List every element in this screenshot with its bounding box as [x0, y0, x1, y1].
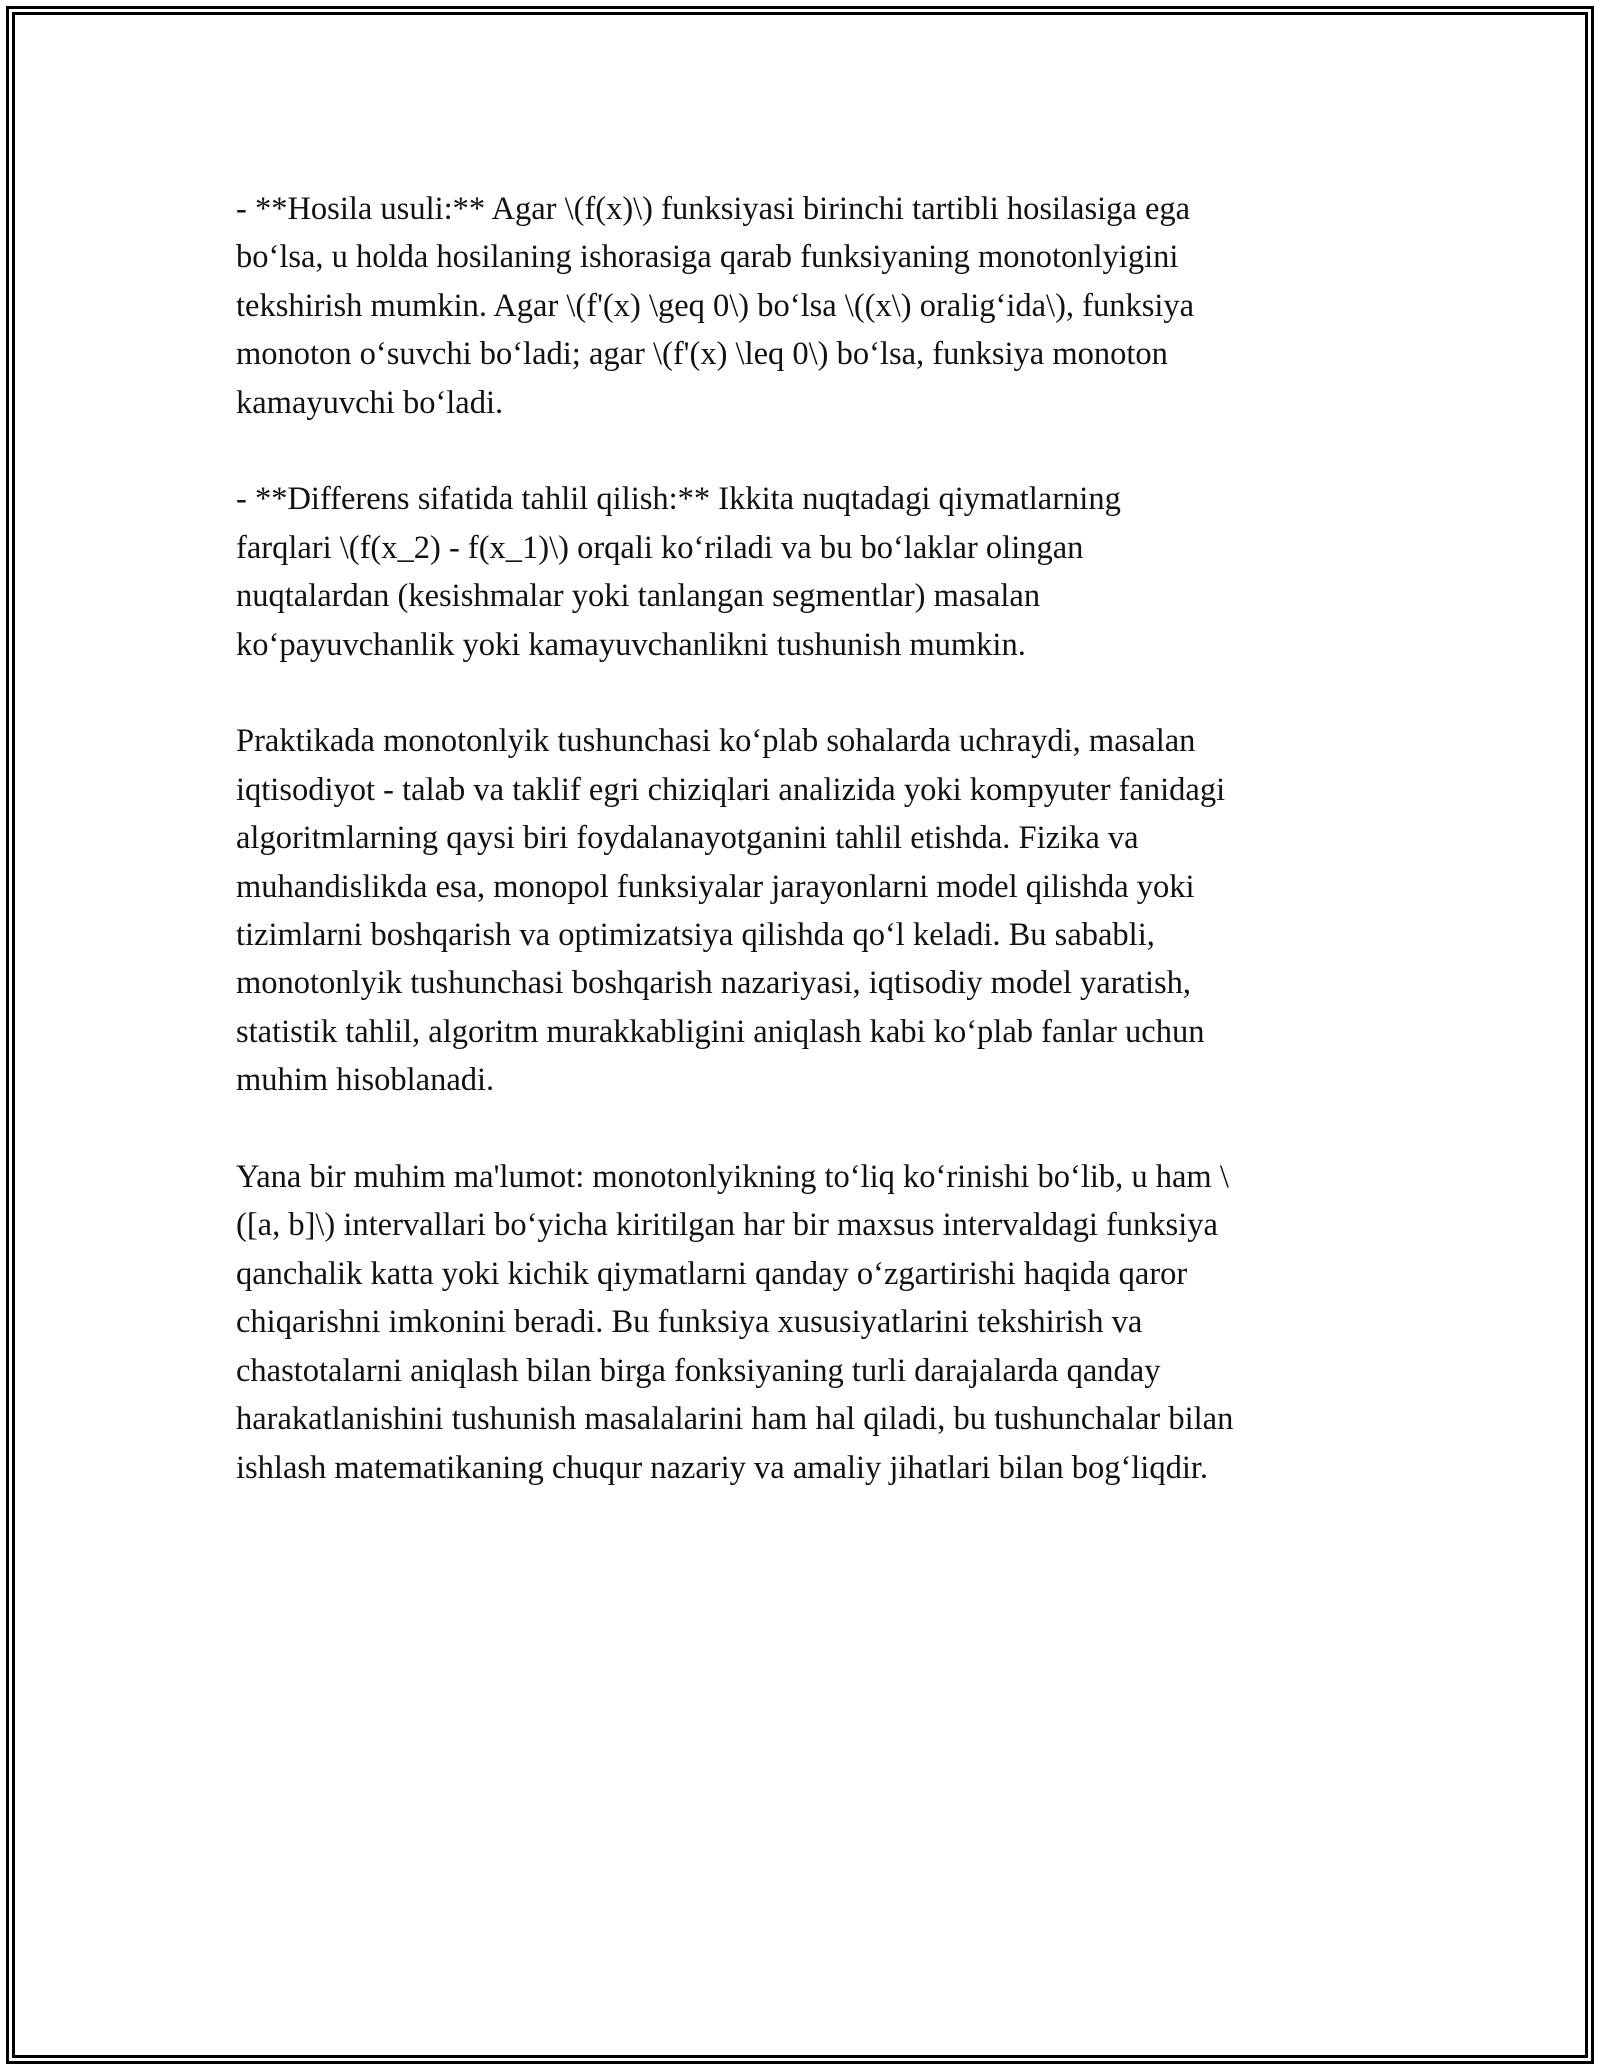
text-line: iqtisodiyot - talab va taklif egri chiziqlari analizida yoki kompyuter fanidagi [236, 771, 1226, 808]
paragraph-differens [236, 475, 1376, 669]
text-line: Yana bir muhim ma'lumot: monotonlyikning to‘liq ko‘rinishi bo‘lib, u ham \ [236, 1159, 1229, 1196]
paragraph-praktikada [236, 717, 1376, 1104]
text-line: chiqarishni imkonini beradi. Bu funksiya xususiyatlarini tekshirish va [236, 1304, 1143, 1341]
text-line: nuqtalardan (kesishmalar yoki tanlangan segmentlar) masalan [236, 578, 1041, 615]
text-line: bo‘lsa, u holda hosilaning ishorasiga qarab funksiyaning monotonlyigini [236, 239, 1179, 276]
text-line: monotonlyik tushunchasi boshqarish nazariyasi, iqtisodiy model yaratish, [236, 965, 1192, 1002]
text-line: - **Hosila usuli:** Agar \(f(x)\) funksiyasi birinchi tartibli hosilasiga ega [236, 191, 1191, 227]
text-line: qanchalik katta yoki kichik qiymatlarni qanday o‘zgartirishi haqida qaror [236, 1255, 1188, 1292]
text-line: harakatlanishini tushunish masalalarini ham hal qiladi, bu tushunchalar bilan [236, 1401, 1234, 1438]
text-line: ko‘payuvchanlik yoki kamayuvchanlikni tushunish mumkin. [236, 626, 1026, 663]
text-line: statistik tahlil, algoritm murakkabligini aniqlash kabi ko‘plab fanlar uchun [236, 1013, 1205, 1050]
document-body [236, 185, 1376, 1540]
text-line: ishlash matematikaning chuqur nazariy va amaliy jihatlari bilan bog‘liqdir. [236, 1449, 1209, 1486]
text-line: monoton o‘suvchi bo‘ladi; agar \(f'(x) \leq 0\) bo‘lsa, funksiya monoton [236, 336, 1168, 373]
text-line: chastotalarni aniqlash bilan birga fonksiyaning turli darajalarda qanday [236, 1352, 1161, 1389]
text-line: tekshirish mumkin. Agar \(f'(x) \geq 0\) bo‘lsa \((x\) oralig‘ida\), funksiya [236, 287, 1195, 324]
paragraph-yana-bir [236, 1153, 1376, 1492]
text-line: ([a, b]\) intervallari bo‘yicha kiritilgan har bir maxsus intervaldagi funksiya [236, 1207, 1218, 1244]
text-line: tizimlarni boshqarish va optimizatsiya qilishda qo‘l keladi. Bu sababli, [236, 917, 1155, 954]
text-line: muhim hisoblanadi. [236, 1062, 495, 1099]
text-line: algoritmlarning qaysi biri foydalanayotganini tahlil etishda. Fizika va [236, 820, 1139, 857]
text-line: kamayuvchi bo‘ladi. [236, 384, 504, 421]
text-line: Praktikada monotonlyik tushunchasi ko‘plab sohalarda uchraydi, masalan [236, 723, 1196, 760]
text-line: muhandislikda esa, monopol funksiyalar jarayonlarni model qilishda yoki [236, 868, 1195, 905]
paragraph-hosila-usuli [236, 185, 1376, 427]
text-line: - **Differens sifatida tahlil qilish:** Ikkita nuqtadagi qiymatlarning [236, 481, 1121, 518]
text-line: farqlari \(f(x_2) - f(x_1)\) orqali ko‘riladi va bu bo‘laklar olingan [236, 529, 1084, 566]
